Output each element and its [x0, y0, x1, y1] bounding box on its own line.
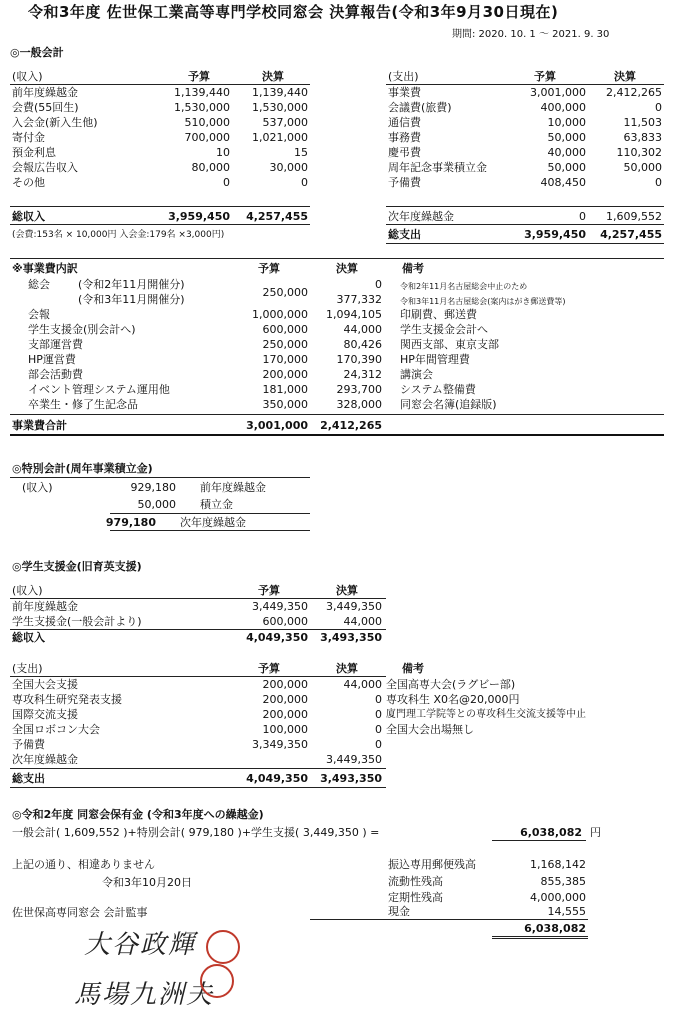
project-soukai-note2: 令和3年11月名古屋総会(案内はがき郵送費等) — [400, 297, 566, 306]
expense-row-actual: 0 — [655, 176, 662, 189]
student-heading: ◎学生支援金(旧育英支援) — [12, 560, 142, 573]
rule — [492, 840, 586, 841]
project-soukai-budget: 250,000 — [262, 286, 308, 299]
project-row-actual: 1,094,105 — [326, 308, 382, 321]
income-row-budget: 700,000 — [184, 131, 230, 144]
expense-row-actual: 0 — [655, 101, 662, 114]
expense-row-actual: 2,412,265 — [606, 86, 662, 99]
student-income-row-actual: 44,000 — [343, 615, 382, 628]
student-expense-row-note: 専攻科生 X0名@20,000円 — [386, 693, 520, 706]
project-row-name: 会報 — [28, 308, 50, 321]
student-income-row-name: 学生支援金(一般会計より) — [12, 615, 142, 628]
student-expense-total-label: 総支出 — [12, 772, 45, 785]
student-expense-row-actual: 0 — [375, 693, 382, 706]
student-expense-row-actual: 44,000 — [343, 678, 382, 691]
project-soukai-actual2: 377,332 — [336, 293, 382, 306]
expense-row-actual: 63,833 — [623, 131, 662, 144]
general-expense-carry-budget: 0 — [579, 210, 586, 223]
expense-row-budget: 400,000 — [540, 101, 586, 114]
general-account-heading: ◎一般会計 — [10, 46, 64, 59]
special-row-amount: 979,180 — [105, 516, 156, 529]
project-row-budget: 1,000,000 — [252, 308, 308, 321]
project-heading: ※事業費内訳 — [12, 262, 78, 275]
rule — [110, 513, 310, 514]
project-total-actual: 2,412,265 — [320, 419, 382, 432]
student-expense-row-name: 予備費 — [12, 738, 45, 751]
rule — [10, 598, 386, 599]
special-row-name: 積立金 — [200, 498, 233, 511]
rule — [10, 787, 386, 788]
project-total-budget: 3,001,000 — [246, 419, 308, 432]
general-income-total-label: 総収入 — [12, 210, 45, 223]
project-row-note: HP年間管理費 — [400, 353, 470, 366]
student-expense-row-budget: 100,000 — [262, 723, 308, 736]
project-row-name: HP運営費 — [28, 353, 76, 366]
student-income-col-budget: 予算 — [258, 584, 280, 597]
seal-2-icon — [200, 964, 234, 998]
special-heading: ◎特別会計(周年事業積立金) — [12, 462, 153, 475]
student-expense-row-budget: 200,000 — [262, 708, 308, 721]
project-soukai-actual1: 0 — [375, 278, 382, 291]
student-expense-row-budget: 200,000 — [262, 693, 308, 706]
expense-row-budget: 3,001,000 — [530, 86, 586, 99]
rule — [110, 530, 310, 531]
student-income-total-budget: 4,049,350 — [246, 631, 308, 644]
general-expense-col-budget: 予算 — [534, 70, 556, 83]
income-row-name: 会費(55回生) — [12, 101, 79, 114]
report-title: 令和3年度 佐世保工業高等専門学校同窓会 決算報告(令和3年9月30日現在) — [28, 3, 559, 21]
project-total-label: 事業費合計 — [12, 419, 67, 432]
general-expense-total-label: 総支出 — [388, 228, 421, 241]
expense-row-actual: 50,000 — [623, 161, 662, 174]
project-row-budget: 170,000 — [262, 353, 308, 366]
general-expense-total-budget: 3,959,450 — [524, 228, 586, 241]
project-soukai-name: 総会 — [28, 278, 50, 291]
project-soukai-sub2: (令和3年11月開催分) — [78, 293, 185, 306]
rule — [386, 84, 664, 85]
project-soukai-note1: 令和2年11月名古屋総会中止のため — [400, 282, 528, 291]
expense-row-name: 予備費 — [388, 176, 421, 189]
general-expense-total-actual: 4,257,455 — [600, 228, 662, 241]
special-row-name: 次年度繰越金 — [180, 516, 246, 529]
audit-statement: 上記の通り、相違ありません — [12, 858, 155, 871]
student-expense-row-budget: 200,000 — [262, 678, 308, 691]
rule — [10, 84, 310, 85]
student-expense-col-actual: 決算 — [336, 662, 358, 675]
general-income-col-actual: 決算 — [262, 70, 284, 83]
project-row-name: 支部運営費 — [28, 338, 83, 351]
special-income-label: (収入) — [22, 481, 53, 494]
project-row-budget: 181,000 — [262, 383, 308, 396]
rule — [10, 477, 310, 478]
expense-row-name: 事務費 — [388, 131, 421, 144]
expense-row-budget: 408,450 — [540, 176, 586, 189]
rule — [10, 768, 386, 769]
project-row-budget: 600,000 — [262, 323, 308, 336]
balance-row-amount: 14,555 — [547, 905, 586, 918]
project-row-budget: 250,000 — [262, 338, 308, 351]
student-expense-row-name: 全国大会支援 — [12, 678, 78, 691]
balance-row-amount: 1,168,142 — [530, 858, 586, 871]
rule — [310, 919, 588, 920]
project-col-actual: 決算 — [336, 262, 358, 275]
student-expense-row-actual: 0 — [375, 738, 382, 751]
expense-row-actual: 110,302 — [616, 146, 662, 159]
income-row-actual: 1,530,000 — [252, 101, 308, 114]
balance-row-name: 現金 — [388, 905, 410, 918]
seal-1-icon — [206, 930, 240, 964]
expense-row-budget: 50,000 — [547, 161, 586, 174]
student-expense-row-note: 廈門理工学院等との専攻科生交流支援等中止 — [386, 709, 586, 720]
rule — [10, 629, 386, 630]
student-income-total-label: 総収入 — [12, 631, 45, 644]
project-row-actual: 24,312 — [343, 368, 382, 381]
expense-row-name: 通信費 — [388, 116, 421, 129]
general-expense-carry-label: 次年度繰越金 — [388, 210, 454, 223]
income-row-budget: 1,139,440 — [174, 86, 230, 99]
balance-row-amount: 4,000,000 — [530, 891, 586, 904]
income-row-actual: 537,000 — [262, 116, 308, 129]
holdings-total: 6,038,082 — [520, 826, 582, 839]
project-row-name: 卒業生・修了生記念品 — [28, 398, 138, 411]
student-expense-row-name: 次年度繰越金 — [12, 753, 78, 766]
income-row-name: 前年度繰越金 — [12, 86, 78, 99]
audit-date: 令和3年10月20日 — [102, 876, 192, 889]
project-row-actual: 44,000 — [343, 323, 382, 336]
student-income-total-actual: 3,493,350 — [320, 631, 382, 644]
general-income-total-budget: 3,959,450 — [168, 210, 230, 223]
special-row-amount: 929,180 — [130, 481, 176, 494]
project-row-note: 講演会 — [400, 368, 433, 381]
student-expense-row-name: 専攻科生研究発表支援 — [12, 693, 122, 706]
income-row-name: 預金利息 — [12, 146, 56, 159]
holdings-formula: 一般会計( 1,609,552 )+特別会計( 979,180 )+学生支援( 3,449,350 ) = — [12, 826, 380, 839]
student-expense-row-actual: 0 — [375, 723, 382, 736]
student-expense-total-actual: 3,493,350 — [320, 772, 382, 785]
rule — [10, 224, 310, 225]
rule — [386, 206, 664, 207]
rule — [10, 676, 386, 677]
project-row-budget: 200,000 — [262, 368, 308, 381]
income-row-budget: 0 — [223, 176, 230, 189]
student-expense-row-name: 全国ロボコン大会 — [12, 723, 100, 736]
student-expense-row-note: 全国大会出場無し — [386, 723, 474, 736]
student-expense-total-budget: 4,049,350 — [246, 772, 308, 785]
expense-row-name: 事業費 — [388, 86, 421, 99]
project-row-name: 部会活動費 — [28, 368, 83, 381]
project-row-actual: 170,390 — [336, 353, 382, 366]
expense-row-actual: 11,503 — [623, 116, 662, 129]
rule — [386, 224, 664, 225]
project-row-actual: 328,000 — [336, 398, 382, 411]
student-income-row-name: 前年度繰越金 — [12, 600, 78, 613]
general-income-label: (収入) — [12, 70, 43, 83]
expense-row-budget: 10,000 — [547, 116, 586, 129]
income-row-actual: 30,000 — [269, 161, 308, 174]
income-row-actual: 1,139,440 — [252, 86, 308, 99]
student-income-label: (収入) — [12, 584, 43, 597]
report-period: 期間: 2020. 10. 1 〜 2021. 9. 30 — [452, 29, 610, 40]
holdings-unit: 円 — [590, 826, 601, 839]
expense-row-budget: 50,000 — [547, 131, 586, 144]
income-row-name: 会報広告収入 — [12, 161, 78, 174]
signature-1: 大谷政輝 — [84, 930, 197, 960]
income-row-budget: 80,000 — [191, 161, 230, 174]
student-expense-col-budget: 予算 — [258, 662, 280, 675]
income-row-budget: 1,530,000 — [174, 101, 230, 114]
income-row-actual: 1,021,000 — [252, 131, 308, 144]
project-row-note: 学生支援金会計へ — [400, 323, 488, 336]
rule — [386, 243, 664, 244]
income-row-actual: 15 — [294, 146, 308, 159]
expense-row-name: 会議費(旅費) — [388, 101, 452, 114]
student-expense-row-actual: 0 — [375, 708, 382, 721]
rule — [10, 258, 664, 259]
student-expense-row-note: 全国高専大会(ラグビー部) — [386, 678, 516, 691]
project-row-budget: 350,000 — [262, 398, 308, 411]
balance-total: 6,038,082 — [524, 922, 586, 935]
income-row-actual: 0 — [301, 176, 308, 189]
rule — [10, 434, 664, 436]
project-col-budget: 予算 — [258, 262, 280, 275]
student-expense-col-note: 備考 — [402, 662, 424, 675]
general-income-col-budget: 予算 — [188, 70, 210, 83]
rule — [10, 206, 310, 207]
income-row-name: その他 — [12, 176, 45, 189]
rule — [10, 414, 664, 415]
student-income-col-actual: 決算 — [336, 584, 358, 597]
project-row-note: 関西支部、東京支部 — [400, 338, 499, 351]
project-row-note: 同窓会名簿(追録版) — [400, 398, 497, 411]
special-row-name: 前年度繰越金 — [200, 481, 266, 494]
project-soukai-sub1: (令和2年11月開催分) — [78, 278, 185, 291]
audit-signer: 佐世保高専同窓会 会計監事 — [12, 906, 148, 919]
student-income-row-budget: 600,000 — [262, 615, 308, 628]
project-row-note: システム整備費 — [400, 383, 476, 396]
income-row-name: 入会金(新入生他) — [12, 116, 98, 129]
general-income-note: (会費:153名 × 10,000円 入会金:179名 ×3,000円) — [12, 230, 225, 240]
project-row-name: 学生支援金(別会計へ) — [28, 323, 136, 336]
student-expense-row-actual: 3,449,350 — [326, 753, 382, 766]
project-row-note: 印刷費、郵送費 — [400, 308, 477, 321]
signature-2: 馬場九洲夫 — [74, 980, 215, 1010]
general-expense-label: (支出) — [388, 70, 419, 83]
student-expense-label: (支出) — [12, 662, 43, 675]
special-row-amount: 50,000 — [137, 498, 176, 511]
balance-row-name: 流動性残高 — [388, 875, 443, 888]
balance-row-name: 振込専用郵便残高 — [388, 858, 476, 871]
general-income-total-actual: 4,257,455 — [246, 210, 308, 223]
expense-row-name: 周年記念事業積立金 — [388, 161, 487, 174]
holdings-heading: ◎令和2年度 同窓会保有金 (令和3年度への繰越金) — [12, 808, 264, 821]
student-expense-row-budget: 3,349,350 — [252, 738, 308, 751]
income-row-budget: 10 — [216, 146, 230, 159]
expense-row-budget: 40,000 — [547, 146, 586, 159]
project-col-note: 備考 — [402, 262, 424, 275]
student-income-row-budget: 3,449,350 — [252, 600, 308, 613]
rule — [492, 936, 588, 937]
balance-row-amount: 855,385 — [540, 875, 586, 888]
rule — [492, 938, 588, 939]
project-row-actual: 80,426 — [343, 338, 382, 351]
general-expense-col-actual: 決算 — [614, 70, 636, 83]
project-row-actual: 293,700 — [336, 383, 382, 396]
student-expense-row-name: 国際交流支援 — [12, 708, 78, 721]
income-row-name: 寄付金 — [12, 131, 45, 144]
general-expense-carry-actual: 1,609,552 — [606, 210, 662, 223]
income-row-budget: 510,000 — [184, 116, 230, 129]
balance-row-name: 定期性残高 — [388, 891, 443, 904]
student-income-row-actual: 3,449,350 — [326, 600, 382, 613]
expense-row-name: 慶弔費 — [388, 146, 421, 159]
project-row-name: イベント管理システム運用他 — [28, 383, 170, 396]
